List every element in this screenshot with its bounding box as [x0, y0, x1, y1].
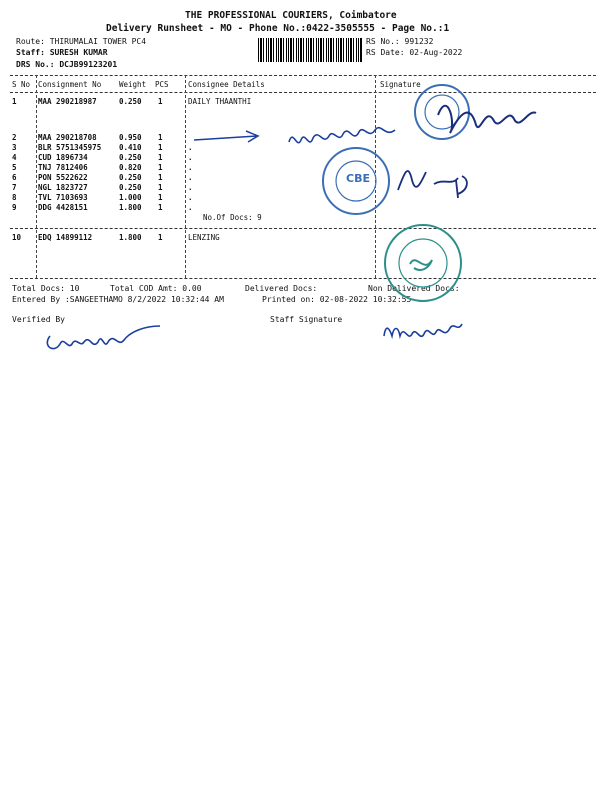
row-sno: 8	[12, 193, 17, 202]
drs-number: DRS No.: DCJB99123201	[16, 60, 118, 69]
row-pcs: 1	[158, 97, 163, 106]
row-consignment: CUD 1896734	[38, 153, 88, 162]
row-consignment: NGL 1823727	[38, 183, 88, 192]
row-weight: 0.820	[119, 163, 142, 172]
row-details: .	[188, 143, 193, 152]
row-details: .	[188, 153, 193, 162]
row-sno: 10	[12, 233, 22, 242]
row-sno: 3	[12, 143, 17, 152]
row-weight: 1.800	[119, 233, 142, 242]
table-row	[0, 153, 600, 163]
company-title: THE PROFESSIONAL COURIERS, Coimbatore	[185, 10, 397, 21]
row-weight: 0.950	[119, 133, 142, 142]
rs-date: RS Date: 02-Aug-2022	[366, 48, 463, 57]
receiver-signature-1	[432, 85, 552, 135]
row-consignment: MAA 290218708	[38, 133, 97, 142]
no-of-docs: No.Of Docs: 9	[203, 213, 262, 222]
row-weight: 0.250	[119, 173, 142, 182]
row-consignment: MAA 290218987	[38, 97, 97, 106]
row-consignment: PON 5522622	[38, 173, 88, 182]
row-sno: 7	[12, 183, 17, 192]
row-details: LENZING	[188, 233, 220, 242]
col-weight: Weight	[119, 80, 147, 89]
arrow-mark	[190, 128, 270, 148]
verifier-signature	[40, 316, 165, 356]
row-details: .	[188, 193, 193, 202]
table-row	[0, 233, 600, 243]
row-sno: 1	[12, 97, 17, 106]
row-pcs: 1	[158, 153, 163, 162]
row-details: .	[188, 173, 193, 182]
row-weight: 0.410	[119, 143, 142, 152]
receiver-signature-2	[378, 150, 488, 210]
staff-label: Staff: SURESH KUMAR	[16, 48, 108, 57]
row-pcs: 1	[158, 203, 163, 212]
table-row	[0, 173, 600, 183]
row-sno: 4	[12, 153, 17, 162]
row-pcs: 1	[158, 183, 163, 192]
row-consignment: DDG 4428151	[38, 203, 88, 212]
table-row	[0, 193, 600, 203]
row-pcs: 1	[158, 193, 163, 202]
row-details: DAILY THAANTHI	[188, 97, 252, 106]
row-weight: 1.800	[119, 203, 142, 212]
verified-by-label: Verified By	[12, 315, 65, 324]
lenzing-stamp	[382, 222, 464, 304]
row-consignment: TVL 7103693	[38, 193, 88, 202]
col-signature: Signature	[380, 80, 421, 89]
table-row	[0, 183, 600, 193]
row-weight: 0.250	[119, 97, 142, 106]
row-details: .	[188, 163, 193, 172]
row-sno: 2	[12, 133, 17, 142]
row-weight: 0.250	[119, 153, 142, 162]
delivered-docs: Delivered Docs:	[245, 284, 318, 293]
table-row	[0, 163, 600, 173]
route-label: Route: THIRUMALAI TOWER PC4	[16, 37, 147, 46]
barcode	[258, 38, 363, 62]
row-sno: 6	[12, 173, 17, 182]
entered-by: Entered By :SANGEETHAMO 8/2/2022 10:32:44 AM	[12, 295, 224, 304]
row-sno: 5	[12, 163, 17, 172]
col-sno: S No	[12, 80, 31, 89]
table-row	[0, 203, 600, 213]
col-consignee: Consignee Details	[188, 80, 265, 89]
row-consignment: TNJ 7812406	[38, 163, 88, 172]
row-weight: 0.250	[119, 183, 142, 192]
row-pcs: 1	[158, 143, 163, 152]
non-delivered-docs: Non Delivered Docs:	[368, 284, 460, 293]
row-consignment: EDQ 14899112	[38, 233, 93, 242]
total-cod: Total COD Amt: 0.00	[110, 284, 202, 293]
row-pcs: 1	[158, 173, 163, 182]
printed-on: Printed on: 02-08-2022 10:32:55	[262, 295, 412, 304]
row-pcs: 1	[158, 233, 163, 242]
cbe-stamp-text: CBE	[346, 172, 370, 185]
row-pcs: 1	[158, 133, 163, 142]
receiver-name-handwriting	[285, 122, 410, 152]
row-details: .	[188, 203, 193, 212]
staff-handwritten-signature	[380, 312, 470, 342]
staff-signature-label: Staff Signature	[270, 315, 343, 324]
col-pcs: PCS	[155, 80, 169, 89]
total-docs: Total Docs: 10	[12, 284, 80, 293]
row-details: .	[188, 183, 193, 192]
row-sno: 9	[12, 203, 17, 212]
row-consignment: BLR 5751345975	[38, 143, 102, 152]
row-weight: 1.000	[119, 193, 142, 202]
row-pcs: 1	[158, 163, 163, 172]
runsheet-subtitle: Delivery Runsheet - MO - Phone No.:0422-3505555 - Page No.:1	[106, 23, 450, 34]
col-consignment: Consignment No	[38, 80, 102, 89]
rs-number: RS No.: 991232	[366, 37, 434, 46]
